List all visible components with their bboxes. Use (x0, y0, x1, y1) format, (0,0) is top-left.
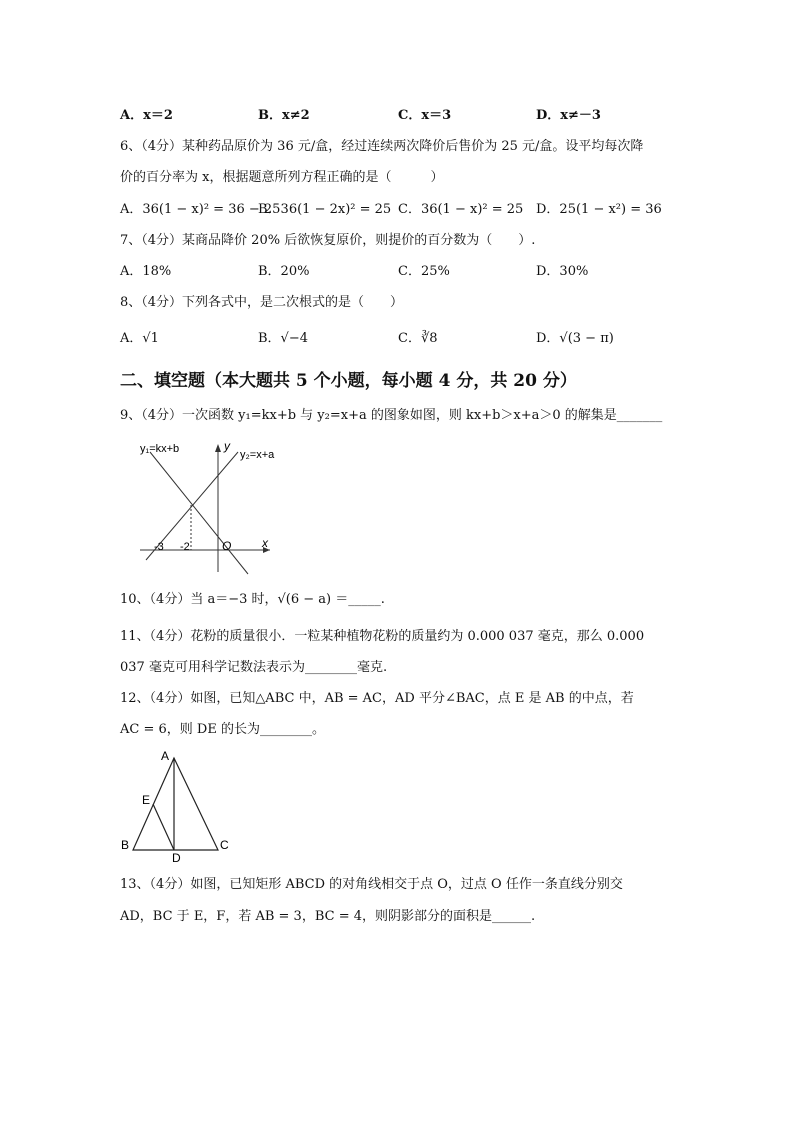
q12-triangle-figure (118, 748, 238, 863)
q9-label-y1: y₁=kx+b (140, 443, 180, 455)
q7-option-b: B．20% (258, 264, 310, 279)
q7-option-d: D．30% (536, 264, 589, 279)
q7-option-c: C．25% (398, 264, 450, 279)
q8-option-b: B．√−4 (258, 331, 309, 346)
q7-line1: 7、（4分）某商品降价 20% 后欲恢复原价，则提价的百分数为（ ）. (120, 233, 536, 248)
q8-option-d: D．√(3 − π) (536, 331, 614, 346)
q9-tick-minus3: -3 (154, 541, 164, 553)
q13-line2: AD，BC 于 E，F，若 AB = 3，BC = 4，则阴影部分的面积是______. (120, 909, 536, 924)
q9-label-y2: y₂=x+a (240, 449, 275, 461)
q10-line1: 10、（4分）当 a＝−3 时，√(6 − a) ＝_____. (120, 592, 385, 607)
q5-option-b: B．x≠2 (258, 108, 310, 123)
q11-line1: 11、（4分）花粉的质量很小．一粒某种植物花粉的质量约为 0.000 037 毫克，那么 0.000 (120, 629, 645, 644)
q9-label-origin: O (222, 539, 232, 553)
q9-label-y: y (224, 439, 230, 453)
q12-line2: AC = 6，则 DE 的长为________。 (120, 722, 325, 737)
q12-label-d: D (172, 851, 181, 863)
q6-line2: 价的百分率为 x，根据题意所列方程正确的是（ ） (120, 170, 444, 185)
q8-option-c: C．∛8 (398, 331, 438, 346)
section-2-heading: 二、填空题（本大题共 5 个小题，每小题 4 分，共 20 分） (120, 371, 577, 391)
q9-line1: 9、（4分）一次函数 y₁=kx+b 与 y₂=x+a 的图象如图，则 kx+b＞x+a＞0 的解集是_______ (120, 408, 663, 423)
q9-label-x: x (262, 536, 268, 550)
q5-option-d: D．x≠－3 (536, 108, 601, 123)
q8-option-a: A．√1 (120, 331, 159, 346)
q12-label-c: C (220, 838, 229, 852)
q7-option-a: A．18% (120, 264, 172, 279)
q6-line1: 6、（4分）某种药品原价为 36 元/盒，经过连续两次降价后售价为 25 元/盒。设平均每次降 (120, 139, 644, 154)
q9-graph-figure (130, 430, 290, 580)
q5-option-a: A．x＝2 (120, 108, 173, 123)
q12-label-b: B (121, 838, 130, 852)
q6-option-d: D．25(1 − x²) = 36 (536, 202, 662, 217)
q11-line2: 037 毫克可用科学记数法表示为________毫克. (120, 660, 388, 675)
q6-option-c: C．36(1 − x)² = 25 (398, 202, 524, 217)
q9-tick-minus2: -2 (180, 541, 190, 553)
q13-line1: 13、（4分）如图，已知矩形 ABCD 的对角线相交于点 O，过点 O 任作一条直线分别交 (120, 877, 623, 892)
q12-label-e: E (142, 793, 151, 807)
q6-option-b: B．36(1 − 2x)² = 25 (258, 202, 392, 217)
q12-line1: 12、（4分）如图，已知△ABC 中，AB = AC，AD 平分∠BAC，点 E 是 AB 的中点，若 (120, 691, 634, 706)
q6-option-a: A．36(1 − x)² = 36 − 25 (120, 202, 281, 217)
q5-option-c: C．x＝3 (398, 108, 452, 123)
q12-label-a: A (161, 749, 170, 763)
q8-line1: 8、（4分）下列各式中，是二次根式的是（ ） (120, 295, 404, 310)
